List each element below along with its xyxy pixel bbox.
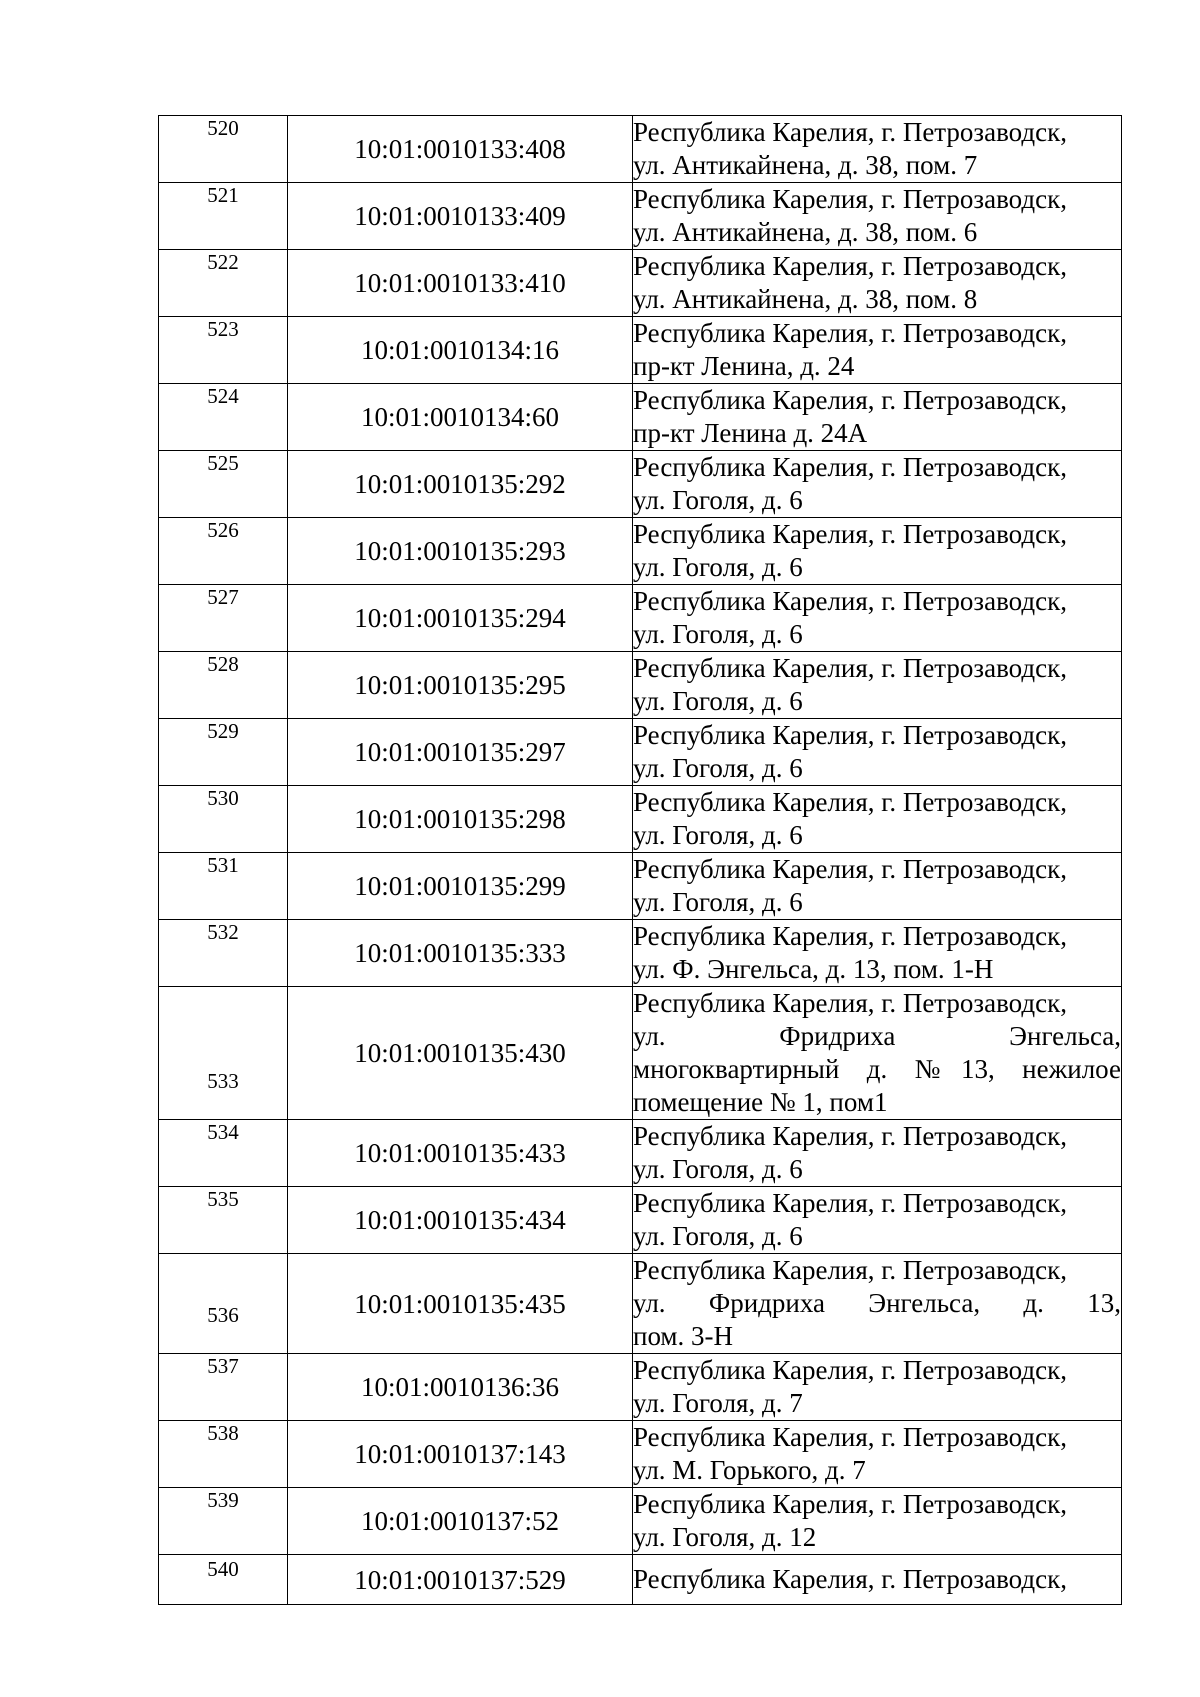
table-row bbox=[159, 652, 1122, 719]
table-row bbox=[159, 1120, 1122, 1187]
address-line: Республика Карелия, г. Петрозаводск, bbox=[633, 184, 1067, 214]
row-number-cell: 523 bbox=[159, 317, 288, 384]
address-line: Республика Карелия, г. Петрозаводск, bbox=[633, 1255, 1067, 1285]
address-line: Республика Карелия, г. Петрозаводск, bbox=[633, 452, 1067, 482]
address-line: Республика Карелия, г. Петрозаводск, bbox=[633, 787, 1067, 817]
row-number-cell: 520 bbox=[159, 116, 288, 183]
table-row bbox=[159, 585, 1122, 652]
address-line: ул. Гоголя, д. 6 bbox=[633, 820, 803, 850]
registry-table-body bbox=[159, 116, 1122, 1605]
address-line: Республика Карелия, г. Петрозаводск, bbox=[633, 988, 1067, 1018]
address-line: ул. Антикайнена, д. 38, пом. 6 bbox=[633, 217, 978, 247]
address-line: ул. Гоголя, д. 6 bbox=[633, 753, 803, 783]
cadastral-number-cell: 10:01:0010137:52 bbox=[288, 1488, 633, 1555]
cadastral-number-cell: 10:01:0010135:292 bbox=[288, 451, 633, 518]
table-row bbox=[159, 384, 1122, 451]
address-cell bbox=[633, 1187, 1122, 1254]
address-cell bbox=[633, 652, 1122, 719]
cadastral-number-cell: 10:01:0010133:410 bbox=[288, 250, 633, 317]
cadastral-number-cell: 10:01:0010135:298 bbox=[288, 786, 633, 853]
address-line: ул. Антикайнена, д. 38, пом. 8 bbox=[633, 284, 978, 314]
address-cell bbox=[633, 1254, 1122, 1354]
address-line: ул. Гоголя, д. 12 bbox=[633, 1522, 817, 1552]
row-number-cell: 532 bbox=[159, 920, 288, 987]
address-line: ул. Гоголя, д. 6 bbox=[633, 485, 803, 515]
table-row bbox=[159, 786, 1122, 853]
cadastral-number-cell: 10:01:0010133:408 bbox=[288, 116, 633, 183]
address-cell bbox=[633, 1421, 1122, 1488]
address-line: Республика Карелия, г. Петрозаводск, bbox=[633, 251, 1067, 281]
address-line: Республика Карелия, г. Петрозаводск, bbox=[633, 1422, 1067, 1452]
row-number-cell: 538 bbox=[159, 1421, 288, 1488]
cadastral-number-cell: 10:01:0010135:433 bbox=[288, 1120, 633, 1187]
row-number-cell: 535 bbox=[159, 1187, 288, 1254]
row-number-cell: 530 bbox=[159, 786, 288, 853]
address-line: помещение № 1, пом1 bbox=[633, 1087, 888, 1117]
cadastral-number-cell: 10:01:0010135:430 bbox=[288, 987, 633, 1120]
row-number-cell: 540 bbox=[159, 1555, 288, 1605]
address-line: пом. 3-Н bbox=[633, 1321, 734, 1351]
row-number-cell: 527 bbox=[159, 585, 288, 652]
address-line: ул. Фридриха Энгельса, д. 13, bbox=[633, 1288, 1121, 1318]
table-row bbox=[159, 987, 1122, 1120]
table-row bbox=[159, 920, 1122, 987]
cadastral-number-cell: 10:01:0010135:297 bbox=[288, 719, 633, 786]
cadastral-number-cell: 10:01:0010136:36 bbox=[288, 1354, 633, 1421]
address-line: ул. Гоголя, д. 6 bbox=[633, 619, 803, 649]
address-cell bbox=[633, 920, 1122, 987]
cadastral-number-cell: 10:01:0010137:529 bbox=[288, 1555, 633, 1605]
address-line: ул. Гоголя, д. 6 bbox=[633, 1221, 803, 1251]
table-row bbox=[159, 317, 1122, 384]
cadastral-number-cell: 10:01:0010134:16 bbox=[288, 317, 633, 384]
address-line: ул. Гоголя, д. 7 bbox=[633, 1388, 803, 1418]
address-line: Республика Карелия, г. Петрозаводск, bbox=[633, 854, 1067, 884]
row-number-cell: 524 bbox=[159, 384, 288, 451]
address-cell bbox=[633, 786, 1122, 853]
address-line: многоквартирный д. №13, нежилое bbox=[633, 1054, 1121, 1084]
table-row bbox=[159, 451, 1122, 518]
address-line: Республика Карелия, г. Петрозаводск, bbox=[633, 519, 1067, 549]
row-number-cell: 531 bbox=[159, 853, 288, 920]
cadastral-number-cell: 10:01:0010133:409 bbox=[288, 183, 633, 250]
property-registry-table bbox=[158, 115, 1122, 1605]
table-row bbox=[159, 1555, 1122, 1605]
address-line: ул. Фридриха Энгельса, bbox=[633, 1021, 1121, 1051]
address-cell bbox=[633, 250, 1122, 317]
table-row bbox=[159, 1421, 1122, 1488]
row-number-cell: 528 bbox=[159, 652, 288, 719]
table-row bbox=[159, 116, 1122, 183]
table-row bbox=[159, 518, 1122, 585]
address-line: Республика Карелия, г. Петрозаводск, bbox=[633, 318, 1067, 348]
address-line: ул. Гоголя, д. 6 bbox=[633, 686, 803, 716]
address-line: Республика Карелия, г. Петрозаводск, bbox=[633, 921, 1067, 951]
cadastral-number-cell: 10:01:0010135:295 bbox=[288, 652, 633, 719]
address-line: ул. Ф. Энгельса, д. 13, пом. 1-Н bbox=[633, 954, 994, 984]
address-cell bbox=[633, 585, 1122, 652]
address-line: Республика Карелия, г. Петрозаводск, bbox=[633, 1564, 1067, 1594]
row-number-cell: 539 bbox=[159, 1488, 288, 1555]
address-cell bbox=[633, 1555, 1122, 1605]
address-line: ул. Гоголя, д. 6 bbox=[633, 1154, 803, 1184]
address-line: ул. Антикайнена, д. 38, пом. 7 bbox=[633, 150, 978, 180]
address-line: Республика Карелия, г. Петрозаводск, bbox=[633, 586, 1067, 616]
row-number-cell: 537 bbox=[159, 1354, 288, 1421]
cadastral-number-cell: 10:01:0010135:299 bbox=[288, 853, 633, 920]
address-cell bbox=[633, 987, 1122, 1120]
address-line: Республика Карелия, г. Петрозаводск, bbox=[633, 385, 1067, 415]
table-row bbox=[159, 1354, 1122, 1421]
address-cell bbox=[633, 853, 1122, 920]
address-line: ул. М. Горького, д. 7 bbox=[633, 1455, 866, 1485]
row-number-cell: 534 bbox=[159, 1120, 288, 1187]
address-cell bbox=[633, 1354, 1122, 1421]
table-row bbox=[159, 1488, 1122, 1555]
address-line: Республика Карелия, г. Петрозаводск, bbox=[633, 1121, 1067, 1151]
address-line: Республика Карелия, г. Петрозаводск, bbox=[633, 117, 1067, 147]
address-cell bbox=[633, 451, 1122, 518]
cadastral-number-cell: 10:01:0010135:294 bbox=[288, 585, 633, 652]
table-row bbox=[159, 719, 1122, 786]
address-line: пр-кт Ленина д. 24А bbox=[633, 418, 868, 448]
cadastral-number-cell: 10:01:0010135:333 bbox=[288, 920, 633, 987]
address-line: ул. Гоголя, д. 6 bbox=[633, 552, 803, 582]
row-number-cell: 521 bbox=[159, 183, 288, 250]
table-row bbox=[159, 853, 1122, 920]
address-cell bbox=[633, 1120, 1122, 1187]
cadastral-number-cell: 10:01:0010135:435 bbox=[288, 1254, 633, 1354]
address-cell bbox=[633, 183, 1122, 250]
address-cell bbox=[633, 1488, 1122, 1555]
row-number-cell: 525 bbox=[159, 451, 288, 518]
cadastral-number-cell: 10:01:0010135:293 bbox=[288, 518, 633, 585]
row-number-cell: 536 bbox=[159, 1254, 288, 1354]
row-number-cell: 529 bbox=[159, 719, 288, 786]
row-number-cell: 522 bbox=[159, 250, 288, 317]
table-row bbox=[159, 183, 1122, 250]
row-number-cell: 526 bbox=[159, 518, 288, 585]
address-line: ул. Гоголя, д. 6 bbox=[633, 887, 803, 917]
table-row bbox=[159, 1254, 1122, 1354]
address-line: Республика Карелия, г. Петрозаводск, bbox=[633, 720, 1067, 750]
row-number-cell: 533 bbox=[159, 987, 288, 1120]
table-row bbox=[159, 1187, 1122, 1254]
address-line: Республика Карелия, г. Петрозаводск, bbox=[633, 1188, 1067, 1218]
address-cell bbox=[633, 518, 1122, 585]
address-line: Республика Карелия, г. Петрозаводск, bbox=[633, 653, 1067, 683]
address-cell bbox=[633, 116, 1122, 183]
address-cell bbox=[633, 384, 1122, 451]
address-line: Республика Карелия, г. Петрозаводск, bbox=[633, 1355, 1067, 1385]
table-row bbox=[159, 250, 1122, 317]
address-cell bbox=[633, 719, 1122, 786]
cadastral-number-cell: 10:01:0010135:434 bbox=[288, 1187, 633, 1254]
cadastral-number-cell: 10:01:0010137:143 bbox=[288, 1421, 633, 1488]
address-cell bbox=[633, 317, 1122, 384]
address-line: пр-кт Ленина, д. 24 bbox=[633, 351, 855, 381]
address-line: Республика Карелия, г. Петрозаводск, bbox=[633, 1489, 1067, 1519]
cadastral-number-cell: 10:01:0010134:60 bbox=[288, 384, 633, 451]
